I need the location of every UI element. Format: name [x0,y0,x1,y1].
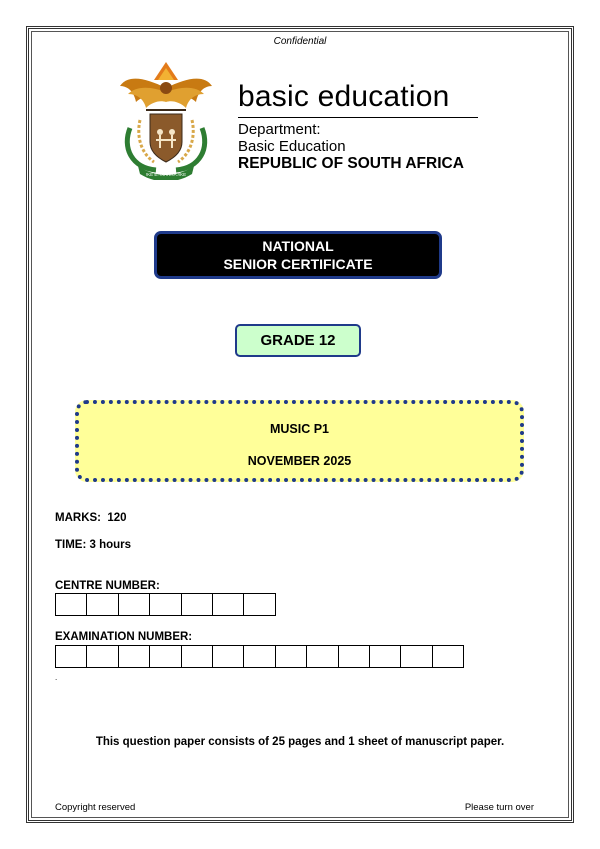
time-line: TIME: 3 hours [55,539,132,551]
exam-number-box[interactable] [86,645,118,668]
exam-number-label: EXAMINATION NUMBER: [55,631,193,643]
page-count-note: This question paper consists of 25 pages and 1 sheet of manuscript paper. [95,736,505,748]
brand-underline [238,117,478,118]
centre-number-box[interactable] [212,593,244,616]
exam-number-box[interactable] [369,645,401,668]
exam-number-box[interactable] [400,645,432,668]
grade-badge: GRADE 12 [235,324,361,357]
exam-session: NOVEMBER 2025 [247,454,352,468]
department-name: Basic Education [238,138,346,155]
exam-number-box[interactable] [55,645,87,668]
exam-number-box[interactable] [118,645,150,668]
exam-number-box[interactable] [306,645,338,668]
department-label: Department: [238,121,321,138]
centre-number-box[interactable] [181,593,213,616]
centre-number-box[interactable] [118,593,150,616]
nsc-line2: SENIOR CERTIFICATE [223,256,373,272]
exam-number-box[interactable] [212,645,244,668]
exam-number-boxes[interactable] [55,645,464,668]
stray-mark: . [55,673,58,682]
exam-number-box[interactable] [275,645,307,668]
marks-line [55,512,127,524]
marks-label: MARKS: [55,512,101,524]
nsc-line1: NATIONAL [262,238,334,254]
exam-number-box[interactable] [181,645,213,668]
footer-turn-over: Please turn over [464,802,534,813]
footer-copyright: Copyright reserved [55,802,136,813]
exam-number-box[interactable] [432,645,464,668]
subject-title: MUSIC P1 [269,422,330,436]
brand-title: basic education [238,80,450,113]
marks-value: 120 [107,512,127,524]
centre-number-box[interactable] [243,593,275,616]
svg-text:!KE E: /XARRA //KE: !KE E: /XARRA //KE [145,172,187,177]
centre-number-box[interactable] [86,593,118,616]
exam-number-box[interactable] [338,645,370,668]
centre-number-box[interactable] [55,593,87,616]
centre-number-label: CENTRE NUMBER: [55,580,160,592]
confidential-label: Confidential [273,36,327,47]
centre-number-box[interactable] [149,593,181,616]
country-name: REPUBLIC OF SOUTH AFRICA [238,155,464,172]
coat-of-arms-icon [116,58,216,180]
exam-number-box[interactable] [149,645,181,668]
exam-number-box[interactable] [243,645,275,668]
centre-number-boxes[interactable] [55,593,276,616]
subject-panel [75,400,524,482]
nsc-banner [154,231,442,279]
